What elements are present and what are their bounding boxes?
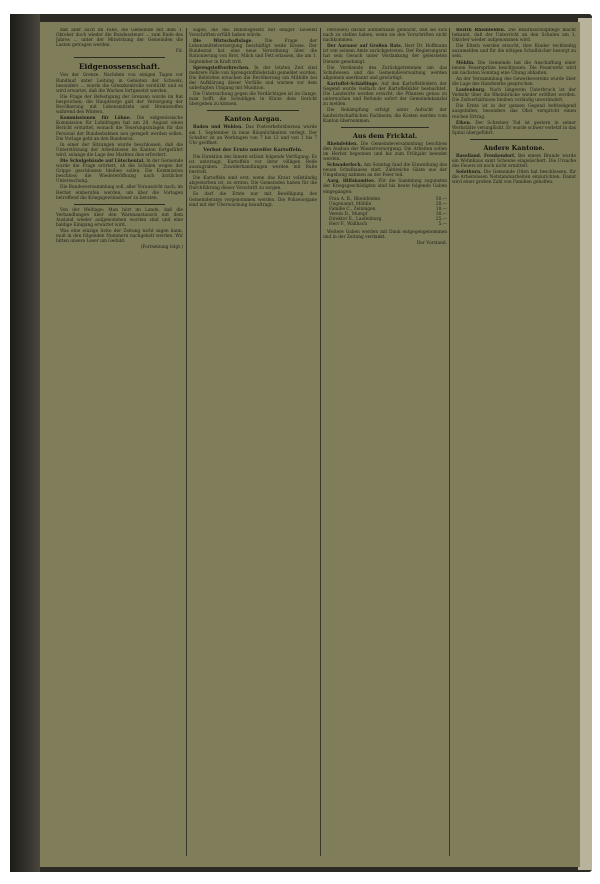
divider [341,127,429,128]
article-paragraph [452,28,576,43]
paragraph-text: Die eidgenössische Kommission für Lohnfragen hat am 28. August einen Bericht erstattet, wonach die Teuerungszulagen für das Personal der Bundesbahnen neu geregelt werden sollen. Die Vorlage geht an den Bundesrat. [56,116,183,142]
donation-amount: 10.— [435,206,447,212]
paragraph-text: Am Sonntag fand die Einweihung des neuen Schulhauses statt. Zahlreiche Gäste aus der Umgebung nahmen an der Feier teil. [323,163,447,179]
donation-list [329,197,447,228]
section-heading-fricktal: Aus dem Fricktal. [352,131,418,140]
paragraph-lead: Kartoffel-Schädlinge. [327,81,379,87]
paragraph-lead: Rheinfelden. [327,141,358,147]
divider [207,110,299,111]
paragraph-lead: Der Aarauer auf Großen Rats. [327,44,403,50]
paragraph-lead: Laufenburg. [456,88,486,94]
paragraph-text: Die Gemeinde Olten hat beschlossen, für die Arbeitslosen Notstandsarbeiten einzurichten. Damit wird einer großen Zahl von Familien geholfen. [452,170,576,186]
column-rule [186,28,187,856]
article-paragraph: Die Bundesversammlung soll, aller Voraussicht nach, im Herbst einberufen werden, um über die Vorlagen betreffend die Kriegsgewinnsteuer zu beraten. [56,185,183,201]
paragraph-lead: Aarg. Hilfskomitee. [327,179,376,185]
divider [74,204,165,205]
donation-amount: 50.— [435,196,447,202]
article-subheading: Verbot der Ernte unreifer Kartoffeln. [203,146,303,153]
paragraph-text: Der Schreiner Tod ist gestern in seiner Werkstätte verunglückt. Er wurde schwer verletzt in das Spital übergeführt. [452,120,576,136]
article-paragraph [323,163,447,178]
column-2 [189,28,317,858]
paragraph-text: Das Postverkehrsbureau wurde am 1. September in neue Räumlichkeiten verlegt. Der Schalter ist an Werktagen von 7 bis 12 und von 1 bis 7 Uhr geöffnet. [189,125,317,146]
paragraph-text: Herr Dr. Hoffmann ist von seinem Amte zurückgetreten. Der Regierungsrat hat sein Gesuch unter Verdankung der geleisteten Dienste genehmigt. [323,44,447,65]
article-paragraph: Die Frage der Befestigung der Grenzen wurde im Rat besprochen; die Hauptsorge galt der Versorgung der Bevölkerung mit Lebensmitteln und Brennstoffen während des Winters. [56,94,183,116]
newspaper-page [40,22,580,867]
article-paragraph: Es darf die Ernte nur mit Bewilligung des Gemeinderates vorgenommen werden. Die Polizeiorgane sind mit der Überwachung beauftragt. [189,192,317,208]
section-heading-eidgenossenschaft: Eidgenossenschaft. [78,62,161,72]
donor-name: Direktor E., Laufenburg [329,217,382,222]
paragraph-text: Die Gemeinde hat die Anschaffung einer neuen Feuerspritze beschlossen. Die Feuerwehr wird am nächsten Sonntag eine Übung abhalten. [452,60,576,76]
article-paragraph: Weitere Gaben werden mit Dank entgegengenommen und in der Zeitung verdankt. [323,230,447,241]
donor-name: Familie C., Zeiningen [329,206,376,212]
article-paragraph [189,66,317,91]
paragraph-lead: Baden und Wohlen. [193,125,243,131]
paragraph-lead: Die Schulgebäude auf Lütschental. [60,158,145,164]
article-paragraph [56,116,183,141]
divider [470,139,558,140]
article-paragraph [452,88,576,103]
section-heading-andere-kantone: Andere Kantone. [483,143,545,152]
article-paragraph [323,82,447,107]
paragraph-text: Für die Sammlung zugunsten der Kriegsgeschädigten sind bis heute folgende Gaben eingegangen: [323,179,447,195]
article-paragraph: Was eine einzige Seite der Zeitung nicht sagen kann, muß in den folgenden Nummern nachgeholt werden. Wir bitten unsere Leser um Geduld. [56,229,183,245]
column-1 [56,28,183,858]
article-paragraph: Die Untersuchung gegen die Verdächtigen ist im Gange; man hofft, die Schuldigen in Kürze dem Gericht übergeben zu können. [189,92,317,108]
article-paragraph [189,39,317,64]
donor-name: Herr F., Wallbach [329,222,368,228]
paragraph-lead: Sprengstoffverbrechen. [193,65,250,71]
donor-name: Verein D., Mumpf [329,211,368,217]
column-rule [320,28,321,856]
section-heading-aargau: Kanton Aargau. [224,115,282,124]
donation-amount: 25.— [435,217,447,222]
divider [74,57,165,58]
column-3 [323,28,447,858]
paragraph-lead: Die Wirtschaftslage. [193,39,253,45]
article-paragraph [189,125,317,145]
article-paragraph [323,142,447,162]
article-paragraph: Die Kartoffeln sind erst, wenn das Kraut vollständig abgestorben ist, zu ernten. Die Gemeinden haben für die Durchführung dieser Vorschrift zu sorgen. [189,176,317,192]
paragraph-text: Bei einem Brande wurde ein Wohnhaus samt Scheune eingeäschert. Die Ursache des Feuers ist noch nicht ermittelt. [452,153,576,170]
article-paragraph: daß aber auch im Falle, die Gemeinde mit dem 1. Oktober doch wieder die Bundessteuer ... zum Ende des Jahres ... unter der Mitwirkung der Gemeinden die Lasten getragen werden. [56,28,183,49]
paragraph-lead: Baselland. Frenkendorf. [456,153,516,159]
paragraph-lead: Bezirk Rheinfelden. [456,28,506,33]
article-paragraph: Die Bekämpfung erfolgt unter Aufsicht der landwirtschaftlichen Fachleute; die Kosten werden vom Kanton übernommen. [323,108,447,124]
paragraph-lead: Schwaderloch. [327,163,363,169]
paragraph-lead: Solothurn. [456,170,482,176]
next-page-edge [578,18,592,870]
paragraph-text: In der Gemeinde wurde die Frage erörtert, ob die Schulen wegen der Grippe geschlossen bleiben sollen. Die Kommission beschloss die Wiedereröffnung nach ärztlicher Untersuchung. [56,158,183,185]
paragraph-lead: Möhlin. [456,60,475,66]
continuation-note: (Fortsetzung folgt.) [140,245,183,251]
donation-amount: 30.— [435,211,447,217]
article-paragraph [452,170,576,185]
article-paragraph [452,154,576,169]
donor-name: Ungenannt, Möhlin [329,201,372,207]
article-signature: Der Vorstand. [416,241,447,247]
article-paragraph: Die Direktion des Innern erlässt folgende Verfügung: Es ist untersagt, Kartoffeln vor ihrer völligen Reife auszugraben. Zuwiderhandlungen werden mit Buße bestraft. [189,154,317,176]
article-paragraph [323,44,447,64]
article-paragraph [56,159,183,184]
paragraph-text: In der letzten Zeit sind mehrere Fälle von Sprengstoffdiebstahl gemeldet worden. Die Behörden ersuchen die Bevölkerung um Mithilfe bei der Aufklärung dieser Vorfälle und warnen vor dem unbefugten Umgang mit Munition. [189,65,317,92]
paragraph-lead: Kommissionen für Löhne. [60,116,132,122]
article-paragraph: Von der Grenze. Nachdem von einigen Tagen vor Rundlauf unter Leitung in Gebieten der Schweiz, besonders ... wurde die Grenzkontrolle verstärkt und es wird erwartet, daß die Wachen fortgesetzt werden. [56,73,183,94]
paragraph-text: Nach längerem Unterbruch ist der Verkehr über die Rheinbrücke wieder eröffnet worden. Die Zollverhältnisse bleiben vorläufig unverändert. [452,88,576,104]
donor-name: Frau A. B., Rheinfelden [329,196,381,202]
column-rule [449,28,450,856]
article-paragraph: Die Eltern werden ersucht, ihre Kinder rechtzeitig anzumelden und für die nötigen Schulbücher besorgt zu sein. [452,44,576,60]
paragraph-lead: Eiken. [456,120,472,126]
article-paragraph: Personen) darauf aufmerksam gemacht, daß sie sich nach zu stellen haben, wenn sie den Vorschriften nicht nachkommen. [323,28,447,44]
article-paragraph: Die Verdienste des Zurückgetretenen um das Schulwesen und die Gemeindeverwaltung werden allgemein anerkannt und gewürdigt. [323,65,447,81]
article-paragraph: sagen, die das Bundesgesetz mit einiger Tausend Vorschriften erfüllt haben würde. [189,28,317,39]
article-paragraph [452,61,576,76]
article-paragraph: Die Ernte ist in der ganzen Gegend befriedigend ausgefallen; besonders das Obst verspricht einen reichen Ertrag. [452,104,576,120]
article-signature: Fd. [175,49,183,55]
donation-amount: 20.— [435,201,447,207]
article-paragraph: Von der Weltlage: Man hört im Lande, daß die Verhandlungen über den Warenaustausch mit dem Ausland wieder aufgenommen worden sind und eine baldige Einigung erwartet wird. [56,207,183,228]
paragraph-text: Die Gemeindeversammlung beschloss den Ausbau der Wasserversorgung. Die Arbeiten sollen im Herbst begonnen und bis zum Frühjahr beendet werden. [323,141,447,162]
article-paragraph [323,179,447,194]
donation-row [329,222,447,227]
column-4 [452,28,576,858]
paragraph-text: Die Bezirksschulpflege macht bekannt, daß der Unterricht an den Schulen am 1. Oktober wieder aufgenommen wird. [452,28,576,44]
book-spine [10,14,40,872]
article-paragraph: In einer der Sitzungen wurde beschlossen, daß die Unterstützung der Arbeitslosen im Kanton fortgeführt wird, solange die Lage des Marktes dies erfordert. [56,142,183,158]
article-paragraph: An der Versammlung des Gewerbevereins wurde über die Lage des Handwerks gesprochen. [452,76,576,87]
paragraph-text: Die Frage der Lebensmittelversorgung beschäftigt weite Kreise. Der Bundesrat hat eine neue Verordnung über die Rationierung von Brot, Milch und Fett erlassen, die am 1. September in Kraft tritt. [189,39,317,65]
paragraph-text: Auf den Kartoffelfeldern der Gegend wurde vielfach der Kartoffelkäfer beobachtet. Die Landwirte werden ersucht, die Pflanzen genau zu untersuchen und Befunde sofort der Gemeindekanzlei zu melden. [323,81,447,108]
article-paragraph [452,121,576,136]
donation-amount: 5.— [438,222,447,228]
